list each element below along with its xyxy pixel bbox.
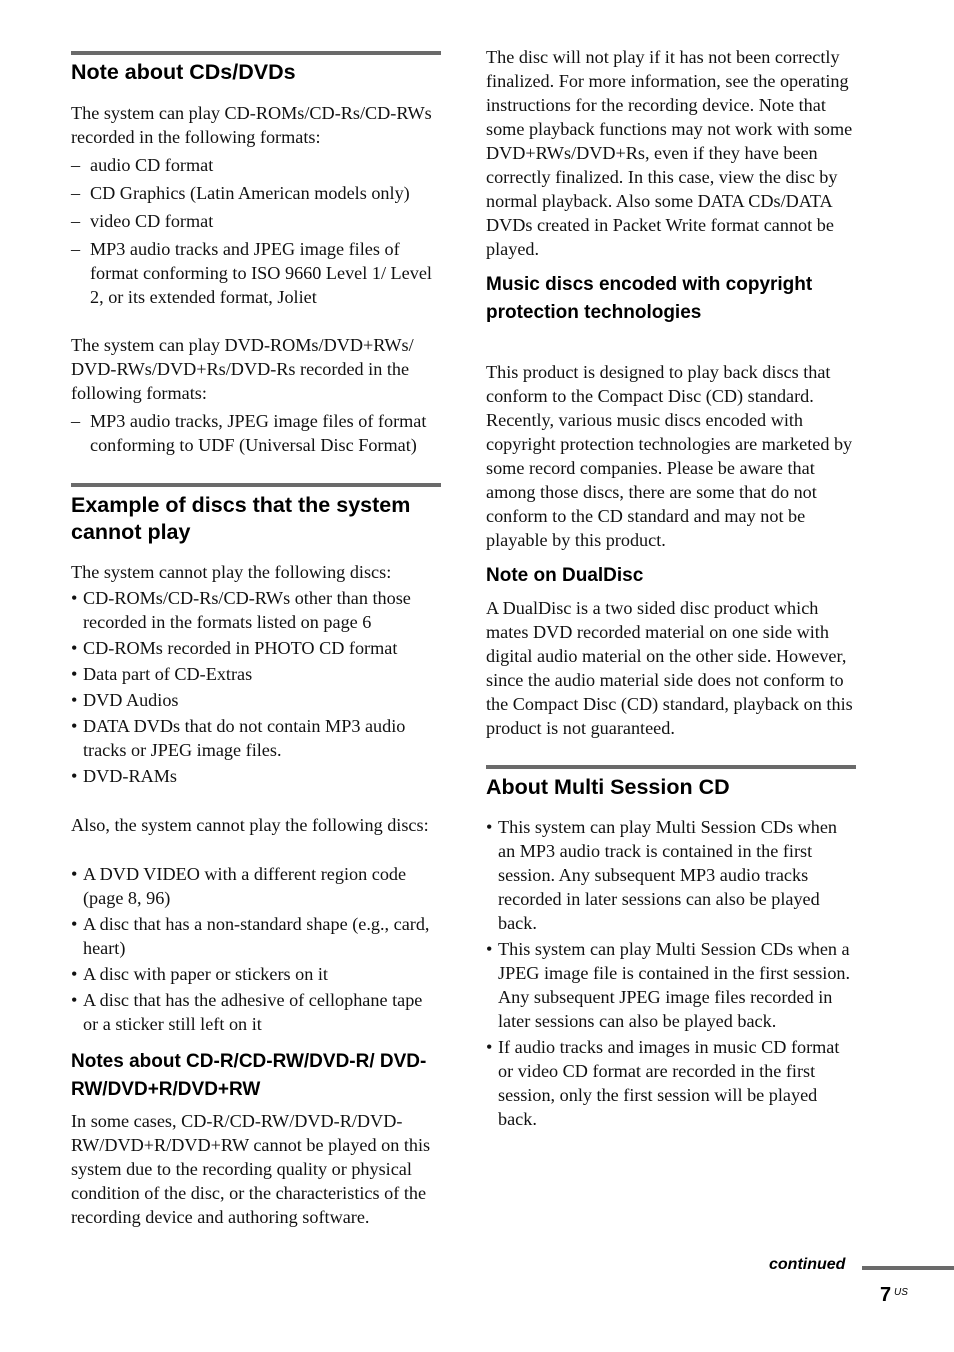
subheading-music-discs-copyright: Music discs encoded with copyright protection technologies <box>486 274 813 323</box>
paragraph-continued: The disc will not play if it has not been correctly finalized. For more information, see the operating instructions for the recording device. Note that some playback functions may not work with some DVD+RWs/DVD+Rs, even if they have been correctly finalized. In this case, view the disc by normal playback. Also some DATA CDs/DATA DVDs created in Packet Write format cannot be played. <box>486 47 853 259</box>
section-heading-example-discs: Example of discs that the system cannot play <box>71 493 411 544</box>
list-item: – video CD format <box>71 209 441 233</box>
list-item: • A disc with paper or stickers on it <box>71 962 441 986</box>
section-rule <box>71 483 441 487</box>
footer-rule <box>862 1266 954 1270</box>
unplayable-discs-list <box>71 584 441 788</box>
paragraph: The system can play DVD-ROMs/DVD+RWs/ DVD-RWs/DVD+Rs/DVD-Rs recorded in the following formats: <box>71 335 414 403</box>
paragraph: The system can play CD-ROMs/CD-Rs/CD-RWs recorded in the following formats: <box>71 103 432 147</box>
page-region-suffix: US <box>894 1287 908 1298</box>
section-rule <box>71 51 441 55</box>
list-item: • A disc that has a non-standard shape (e.g., card, heart) <box>71 912 441 960</box>
paragraph: A DualDisc is a two sided disc product which mates DVD recorded material on one side with digital audio material on the other side. However, since the audio material side does not conform to the Compact Disc (CD) standard, playback on this product is not guaranteed. <box>486 598 853 738</box>
paragraph: In some cases, CD-R/CD-RW/DVD-R/DVD-RW/DVD+R/DVD+RW cannot be played on this system due to the recording quality or physical condition of the disc, or the characteristics of the recording device and authoring software. <box>71 1111 431 1227</box>
continued-label: continued <box>769 1256 846 1273</box>
list-item: • A disc that has the adhesive of cellophane tape or a sticker still left on it <box>71 988 441 1036</box>
list-item: – MP3 audio tracks, JPEG image files of format conforming to UDF (Universal Disc Format) <box>71 409 441 457</box>
list-item: • Data part of CD-Extras <box>71 662 441 686</box>
list-item: – CD Graphics (Latin American models only) <box>71 181 441 205</box>
list-item: • A DVD VIDEO with a different region code (page 8, 96) <box>71 862 441 910</box>
list-item: • DVD Audios <box>71 688 441 712</box>
list-item: • CD-ROMs recorded in PHOTO CD format <box>71 636 441 660</box>
dvd-formats-list <box>71 405 441 457</box>
list-item: • DVD-RAMs <box>71 764 441 788</box>
section-heading-note-cds-dvds: Note about CDs/DVDs <box>71 60 296 84</box>
paragraph: This product is designed to play back discs that conform to the Compact Disc (CD) standard. Recently, various music discs encoded with copyright protection technologies are marketed by some record companies. Please be aware that among those discs, there are some that do not conform to the CD standard and may not be playable by this product. <box>486 362 853 550</box>
list-item: • DATA DVDs that do not contain MP3 audio tracks or JPEG image files. <box>71 714 441 762</box>
section-rule <box>486 765 856 769</box>
list-item: – audio CD format <box>71 153 441 177</box>
subheading-notes-about-recordable: Notes about CD-R/CD-RW/DVD-R/ DVD-RW/DVD+R/DVD+RW <box>71 1051 427 1100</box>
paragraph: The system cannot play the following discs: <box>71 562 392 582</box>
cd-formats-list <box>71 149 441 309</box>
list-item: • This system can play Multi Session CDs when a JPEG image file is contained in the first session. Any subsequent JPEG image files recorded in later sessions can also be played back. <box>486 937 856 1033</box>
section-heading-multi-session-cd: About Multi Session CD <box>486 775 730 799</box>
list-item: • This system can play Multi Session CDs when an MP3 audio track is contained in the first session. Any subsequent MP3 audio tracks recorded in later sessions can also be played back. <box>486 815 856 935</box>
multi-session-list <box>486 813 856 1131</box>
page-number: 7 <box>880 1284 892 1306</box>
unplayable-discs-list-2 <box>71 860 441 1036</box>
subheading-note-on-dualdisc: Note on DualDisc <box>486 565 644 586</box>
list-item: • If audio tracks and images in music CD format or video CD format are recorded in the first session, only the first session will be played back. <box>486 1035 856 1131</box>
list-item: • CD-ROMs/CD-Rs/CD-RWs other than those recorded in the formats listed on page 6 <box>71 586 441 634</box>
list-item: – MP3 audio tracks and JPEG image files of format conforming to ISO 9660 Level 1/ Level 2, or its extended format, Joliet <box>71 237 441 309</box>
paragraph: Also, the system cannot play the following discs: <box>71 815 429 835</box>
